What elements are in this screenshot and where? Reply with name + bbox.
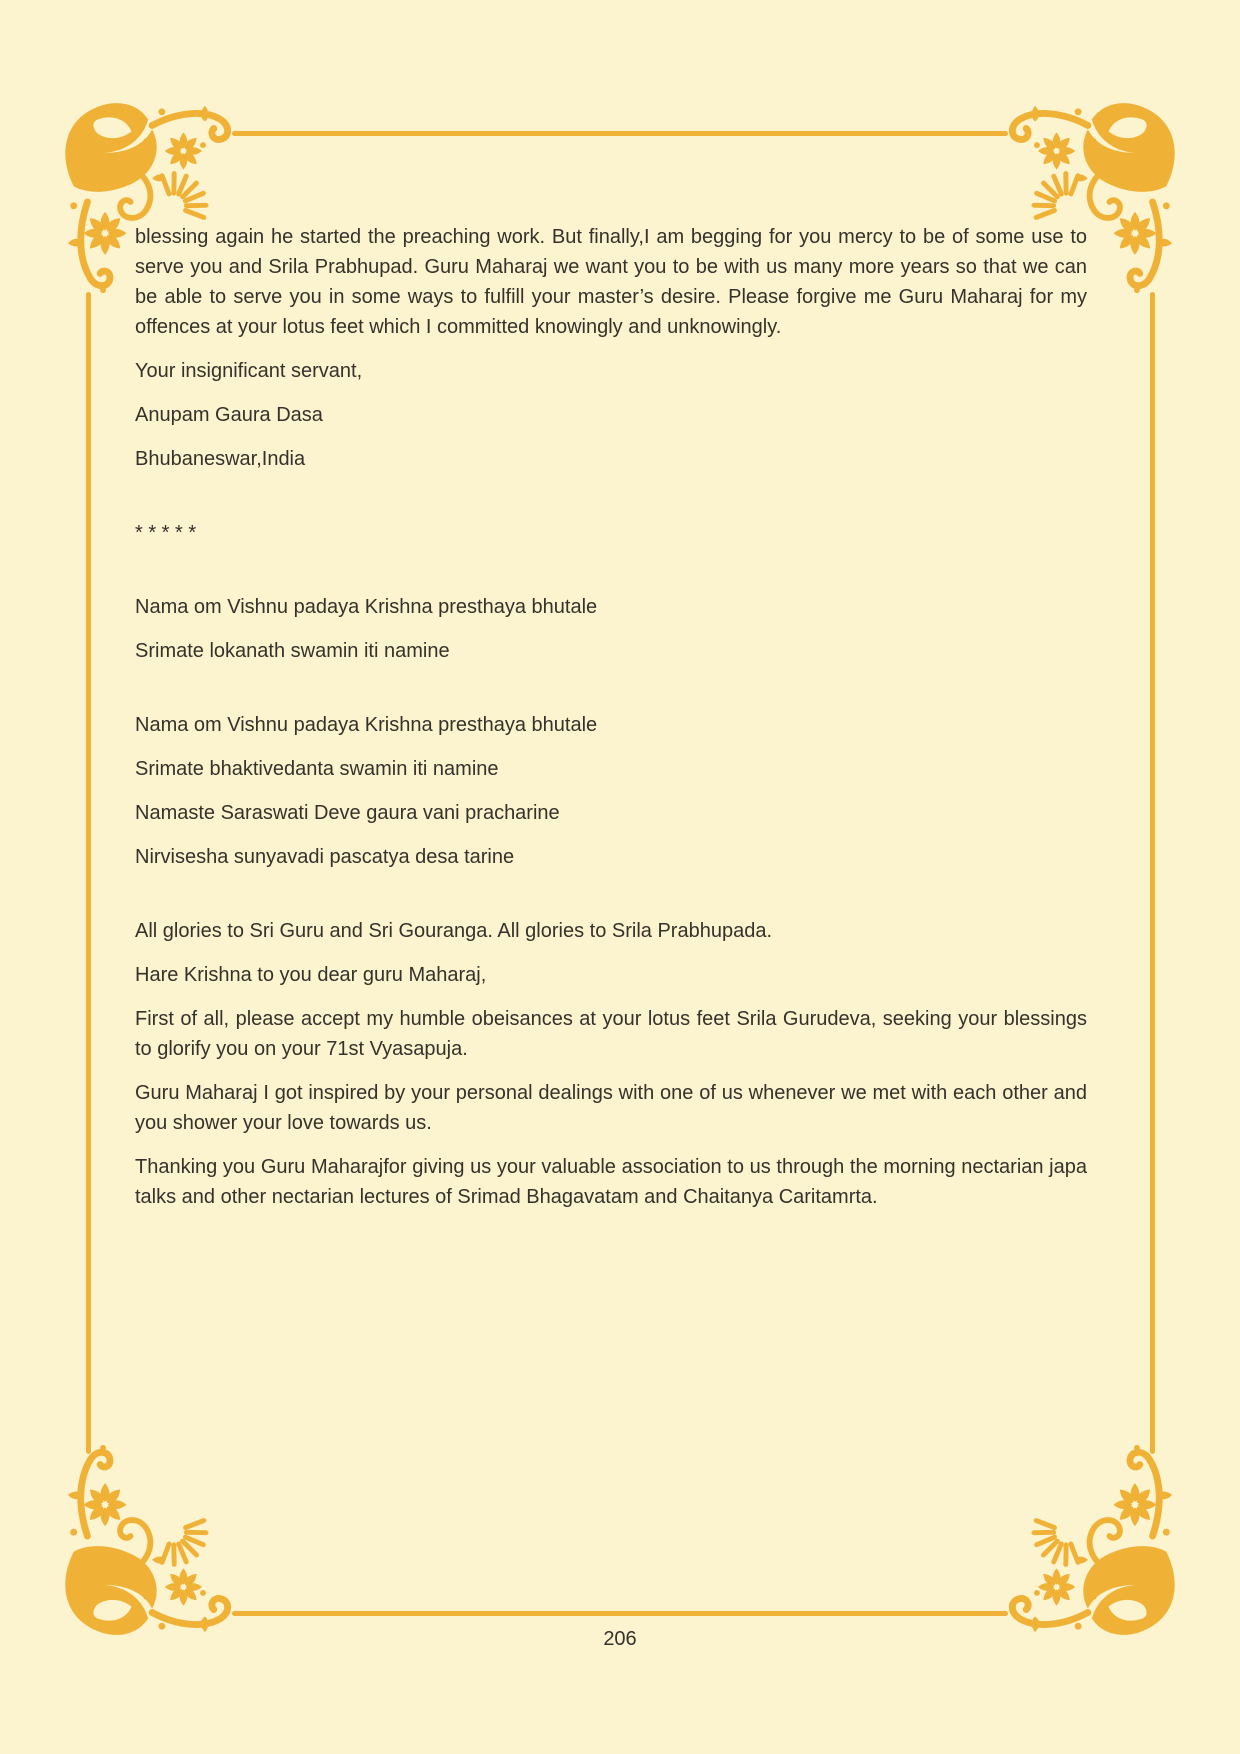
paragraph-5: * * * * * xyxy=(135,522,197,544)
paragraph-16: Thanking you Guru Maharajfor giving us your valuable association to us through the morning nectarian japa talks and other nectarian lectures of Srimad Bhagavatam and Chaitanya Caritamrta. xyxy=(135,1156,1087,1208)
corner-flourish-icon xyxy=(58,1436,254,1642)
page-number: 206 xyxy=(603,1628,637,1650)
paragraph-6: Nama om Vishnu padaya Krishna presthaya bhutale xyxy=(135,596,598,618)
border-rule-right xyxy=(1150,292,1155,1454)
paragraph-9: Srimate bhaktivedanta swamin iti namine xyxy=(135,758,499,780)
border-rule-bottom xyxy=(232,1611,1008,1616)
paragraph-11: Nirvisesha sunyavadi pascatya desa tarine xyxy=(135,846,515,868)
paragraph-4: Bhubaneswar,India xyxy=(135,448,306,470)
paragraph-8: Nama om Vishnu padaya Krishna presthaya bhutale xyxy=(135,714,598,736)
paragraph-3: Anupam Gaura Dasa xyxy=(135,404,323,426)
paragraph-15: Guru Maharaj I got inspired by your personal dealings with one of us whenever we met with each other and you shower your love towards us. xyxy=(135,1082,1087,1134)
paragraph-14: First of all, please accept my humble obeisances at your lotus feet Srila Gurudeva, seeking your blessings to glorify you on your 71st Vyasapuja. xyxy=(135,1008,1087,1060)
paragraph-1: blessing again he started the preaching work. But finally,I am begging for you mercy to be of some use to serve you and Srila Prabhupad. Guru Maharaj we want you to be with us many more years so that we can be able to serve you in some ways to fulfill your master’s desire. Please forgive me Guru Maharaj for my offences at your lotus feet which I committed knowingly and unknowingly. xyxy=(135,226,1087,338)
paragraph-12: All glories to Sri Guru and Sri Gouranga. All glories to Srila Prabhupada. xyxy=(135,920,773,942)
paragraph-7: Srimate lokanath swamin iti namine xyxy=(135,640,450,662)
letter-body xyxy=(135,222,1087,1226)
border-rule-left xyxy=(86,292,91,1454)
border-rule-top xyxy=(232,131,1008,136)
paragraph-10: Namaste Saraswati Deve gaura vani pracharine xyxy=(135,802,560,824)
paragraph-13: Hare Krishna to you dear guru Maharaj, xyxy=(135,964,487,986)
paragraph-2: Your insignificant servant, xyxy=(135,360,363,382)
corner-flourish-icon xyxy=(986,1436,1182,1642)
